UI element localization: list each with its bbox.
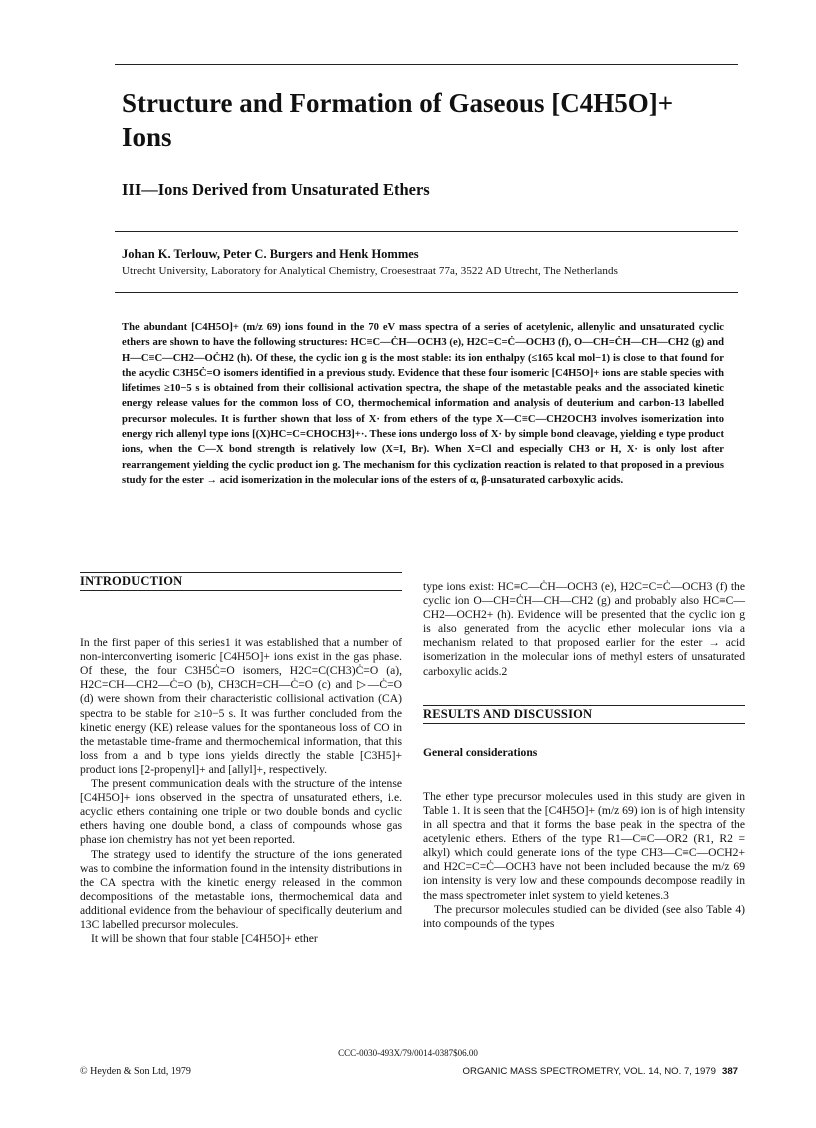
paragraph: The strategy used to identify the structure of the ions generated was to combine the information found in the intensity distributions in the CA spectra with the kinetic energy released in the common decompositions of the metastable ions, thermochemical data and additional evidence from the behaviour of specifically deuterium and 13C labelled precursor molecules. xyxy=(80,847,403,931)
paragraph: In the first paper of this series1 it was established that a number of non-interconverting isomeric [C4H5O]+ ions exist in the gas phase. Of these, the four C3H5Ċ=O isomers, H2C=C(CH3)Ċ=O (a), H2C=CH—CH2—Ċ=O (b), CH3CH=CH—Ċ=O (c) and ▷—Ċ=O (d) were shown from their characteristic collisional activation (CA) spectra to be stable for ≥10−5 s. It was further concluded from the kinetic energy (KE) release values for the spontaneous loss of CO in the metastable time-frame and thermochemical information, that this loss from a and b type ions yields directly the stable [C3H5]+ product ions [2-propenyl]+ and [allyl]+, respectively. xyxy=(80,636,402,776)
section-heading-introduction: INTRODUCTION xyxy=(80,572,402,591)
paragraph: The precursor molecules studied can be divided (see also Table 4) into compounds of the types xyxy=(423,902,745,930)
article-code: CCC-0030-493X/79/0014-0387$06.00 xyxy=(338,1048,478,1058)
author-list: Johan K. Terlouw, Peter C. Burgers and Henk Hommes xyxy=(122,247,419,261)
page-number: 387 xyxy=(721,1066,738,1077)
paper-title: Structure and Formation of Gaseous [C4H5O]+ Ions xyxy=(122,88,674,152)
header-rule-upper xyxy=(115,231,738,232)
left-column xyxy=(80,572,402,946)
paragraph: type ions exist: HC≡C—ĊH—OCH3 (e), H2C=C=Ċ—OCH3 (f) the cyclic ion O—CH=ĊH—CH—CH2 (g) and probably also HC≡C—CH2—OCH2+ (h). Evidence will be presented that the cyclic ion g is also generated from the acyclic ether molecular ions via a mechanism related to that proposed earlier for the ester → acid isomerization in the molecular ions of methyl esters of unsaturated carboxylic acids.2 xyxy=(423,580,745,678)
paragraph: The present communication deals with the structure of the intense [C4H5O]+ ions observed in the spectra of unsaturated ethers, i.e. acyclic ethers containing one triple or two double bonds and cyclic ethers having one double bond, a class of compounds whose gas phase ion chemistry has not yet been reported. xyxy=(80,777,402,847)
top-rule xyxy=(115,64,738,65)
right-column xyxy=(423,580,745,931)
copyright: © Heyden & Son Ltd, 1979 xyxy=(80,1066,191,1077)
journal-citation: ORGANIC MASS SPECTROMETRY, VOL. 14, NO. 7, 1979 xyxy=(462,1066,716,1077)
journal-footer xyxy=(463,1066,738,1077)
section-heading-results: RESULTS AND DISCUSSION xyxy=(423,705,745,724)
subsection-heading: General considerations xyxy=(423,745,538,759)
paper-subtitle: III—Ions Derived from Unsaturated Ethers xyxy=(122,180,430,199)
paragraph: The ether type precursor molecules used in this study are given in Table 1. It is seen that the [C4H5O]+ (m/z 69) ion is of high intensity in all spectra and that it forms the base peak in the spectra of the acetylenic ethers. Ethers of the type R1—C≡C—OR2 (R1, R2 = alkyl) which could generate ions of the type CH3—C≡C—OCH2+ and H2C=C=Ċ—OCH3 have not been included because the m/z 69 ion intensity is very low and these compounds decompose readily in the mass spectrometer inlet system to yield ketenes.3 xyxy=(423,789,745,902)
abstract: The abundant [C4H5O]+ (m/z 69) ions found in the 70 eV mass spectra of a series of acetylenic, allenylic and unsaturated cyclic ethers are shown to have the following structures: HC≡C—ĊH—OCH3 (e), H2C=C=Ċ—OCH3 (f), O—CH=ĊH—CH—CH2 (g) and H—C≡C—CH2—OĊH2 (h). Of these, the cyclic ion g is the most stable: its ion enthalpy (≤165 kcal mol−1) is close to that found for the acyclic C3H5Ċ=O isomers identified in a previous study. Evidence that these four isomeric [C4H5O]+ ions are stable species with lifetimes ≥10−5 s is obtained from their collisional activation spectra, the shape of the metastable peaks and the associated kinetic energy release values for the common loss of CO, thermochemical information and analysis of deuterium and carbon-13 labelled precursor molecules. It is further shown that loss of X· from ethers of the type X—C≡C—CH2OCH3 involves isomerization into energy rich allenyl type ions [(X)HC=C=CHOCH3]+·. These ions undergo loss of X· by simple bond cleavage, yielding e type product ions, when the C—X bond strength is relatively low (X=I, Br). When X=Cl and especially CH3 or H, X· is only lost after rearrangement yielding the cyclic product ion g. The mechanism for this cyclization reaction is related to that proposed in a previous study for the ester → acid isomerization in the molecular ions of the esters of α, β-unsaturated carboxylic acids. xyxy=(122,322,724,486)
paragraph: It will be shown that four stable [C4H5O]+ ether xyxy=(91,932,318,946)
header-rule-lower xyxy=(115,292,738,293)
affiliation: Utrecht University, Laboratory for Analytical Chemistry, Croesestraat 77a, 3522 AD Utrecht, The Netherlands xyxy=(122,265,618,277)
